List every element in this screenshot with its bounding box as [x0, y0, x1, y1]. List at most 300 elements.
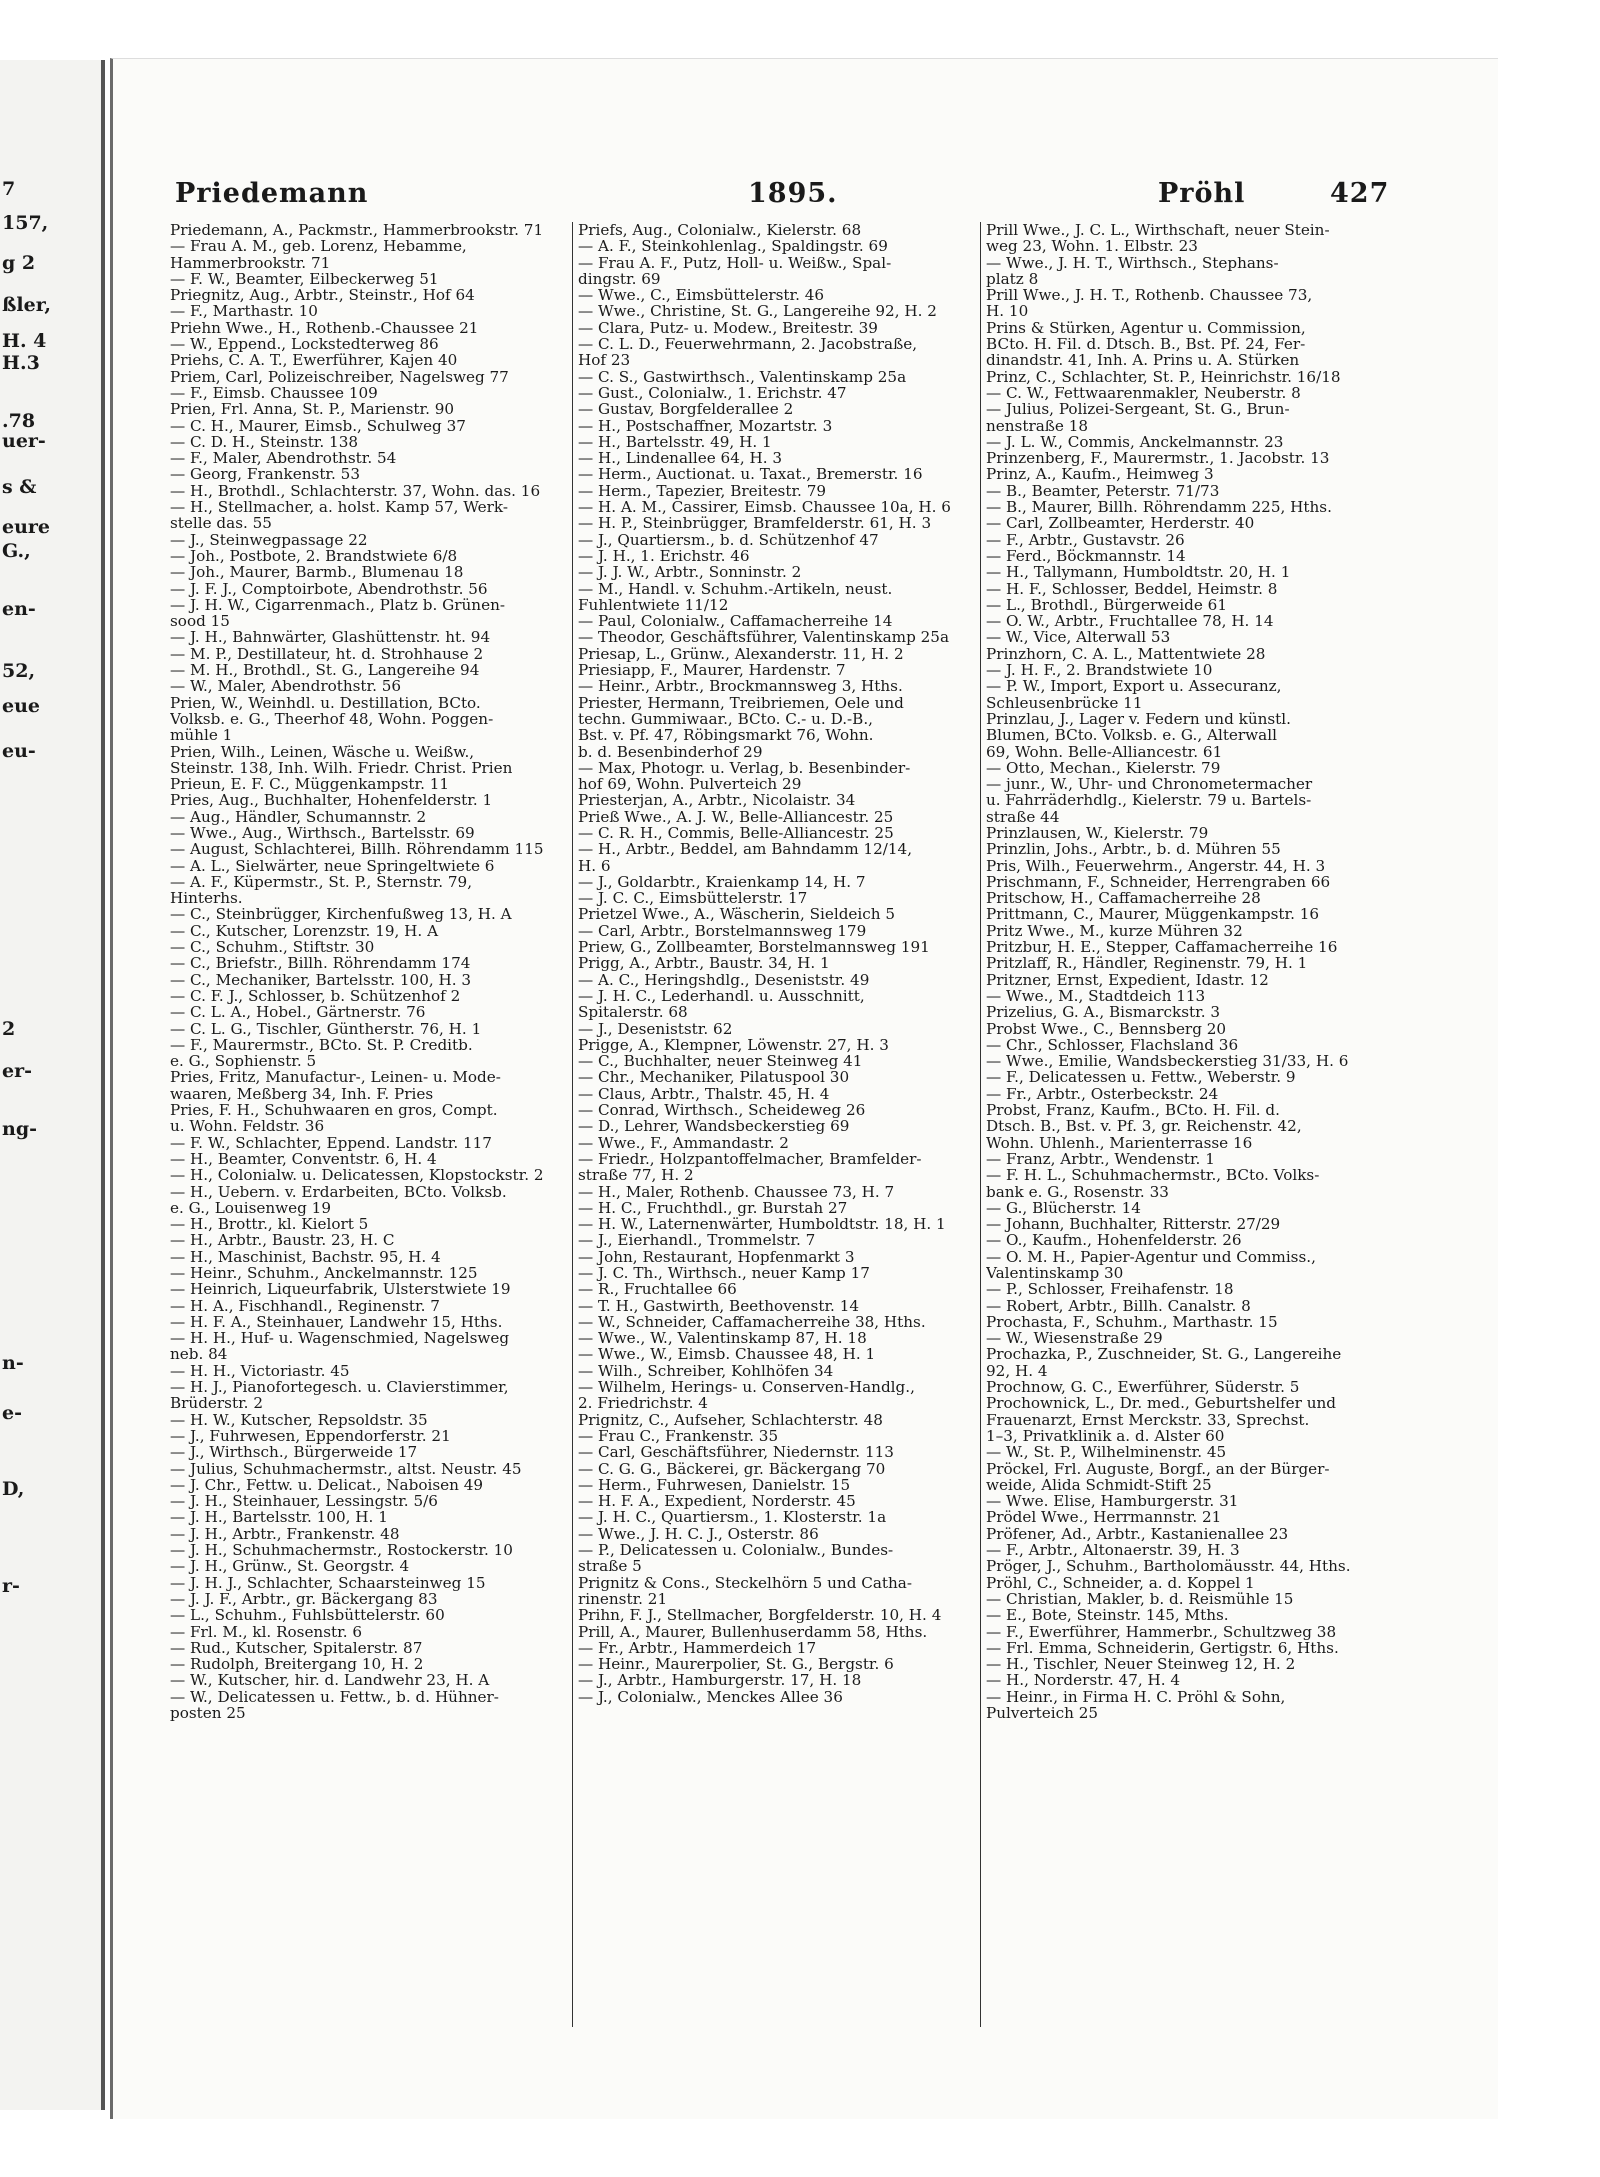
- directory-entry-line: — W., Wiesenstraße 29: [986, 1330, 1163, 1347]
- directory-entry-line: u. Fahrräderhdlg., Kielerstr. 79 u. Bartels-: [986, 792, 1312, 809]
- directory-entry-line: — junr., W., Uhr- und Chronometermacher: [986, 776, 1313, 793]
- directory-entry-line: Prittmann, C., Maurer, Müggenkampstr. 16: [986, 906, 1320, 923]
- directory-entry-line: — C. L. A., Hobel., Gärtnerstr. 76: [170, 1004, 426, 1021]
- directory-entry-line: — Rud., Kutscher, Spitalerstr. 87: [170, 1639, 423, 1657]
- previous-page-fragment: ßler,: [2, 294, 51, 316]
- directory-entry-line: Prinzhorn, C. A. L., Mattentwiete 28: [986, 645, 1266, 663]
- directory-entry-line: bank e. G., Rosenstr. 33: [986, 1183, 1169, 1200]
- directory-entry-line: — Carl, Arbtr., Borstelmannsweg 179: [578, 922, 867, 940]
- directory-entry-line: — J. H., Arbtr., Frankenstr. 48: [170, 1525, 400, 1543]
- directory-entry-line: — Carl, Zollbeamter, Herderstr. 40: [986, 515, 1255, 532]
- directory-entry-line: Hinterhs.: [170, 890, 243, 907]
- directory-entry-line: Prins & Stürken, Agentur u. Commission,: [986, 319, 1306, 337]
- directory-entry-line: — C. D. H., Steinstr. 138: [170, 433, 359, 451]
- directory-entry-line: — O., Kaufm., Hohenfelderstr. 26: [986, 1232, 1242, 1249]
- directory-entry-line: — Theodor, Geschäftsführer, Valentinskamp 25a: [578, 629, 949, 646]
- directory-entry-line: — J. L. W., Commis, Anckelmannstr. 23: [986, 433, 1284, 451]
- directory-entry-line: — H., Uebern. v. Erdarbeiten, BCto. Volksb.: [170, 1183, 507, 1200]
- directory-entry-line: — Heinr., Maurerpolier, St. G., Bergstr. 6: [578, 1656, 894, 1673]
- directory-entry-line: — Frl. Emma, Schneiderin, Gertigstr. 6, Hths.: [986, 1639, 1339, 1657]
- column-rule: [572, 222, 573, 2027]
- directory-entry-line: — F., Maler, Abendrothstr. 54: [170, 450, 397, 467]
- directory-entry-line: — Johann, Buchhalter, Ritterstr. 27/29: [986, 1216, 1281, 1233]
- directory-entry-line: Prignitz & Cons., Steckelhörn 5 und Catha-: [578, 1574, 912, 1591]
- directory-entry-line: stelle das. 55: [170, 515, 272, 532]
- directory-entry-line: e. G., Louisenweg 19: [170, 1199, 332, 1217]
- previous-page-fragment: er-: [2, 1060, 32, 1082]
- directory-entry-line: — L., Schuhm., Fuhlsbüttelerstr. 60: [170, 1607, 445, 1624]
- directory-entry-line: sood 15: [170, 613, 230, 630]
- directory-entry-line: mühle 1: [170, 727, 233, 744]
- column-3: [986, 222, 1384, 1721]
- directory-entry-line: — Claus, Arbtr., Thalstr. 45, H. 4: [578, 1085, 830, 1103]
- directory-entry-line: BCto. H. Fil. d. Dtsch. B., Bst. Pf. 24, Fer-: [986, 336, 1306, 353]
- directory-entry-line: — C. H., Maurer, Eimsb., Schulweg 37: [170, 417, 466, 434]
- previous-page-fragment: eu-: [2, 740, 36, 762]
- directory-entry-line: nenstraße 18: [986, 417, 1089, 434]
- directory-entry-line: Prill, A., Maurer, Bullenhuserdamm 58, Hths.: [578, 1623, 928, 1640]
- directory-entry-line: Pries, Aug., Buchhalter, Hohenfelderstr. 1: [170, 792, 493, 809]
- directory-entry-line: H. 10: [986, 303, 1029, 320]
- directory-entry-line: — Chr., Schlosser, Flachsland 36: [986, 1036, 1239, 1054]
- directory-entry-line: — August, Schlachterei, Billh. Röhrendamm 115: [170, 841, 544, 858]
- directory-entry-line: — B., Maurer, Billh. Röhrendamm 225, Hths.: [986, 499, 1332, 516]
- directory-entry-line: weg 23, Wohn. 1. Elbstr. 23: [986, 238, 1198, 255]
- directory-entry-line: — A. F., Steinkohlenlag., Spaldingstr. 69: [578, 238, 888, 255]
- directory-entry-line: — H., Beamter, Conventstr. 6, H. 4: [170, 1150, 437, 1168]
- directory-entry-line: 69, Wohn. Belle-Alliancestr. 61: [986, 743, 1223, 760]
- directory-entry-line: — O. M. H., Papier-Agentur und Commiss.,: [986, 1248, 1316, 1265]
- directory-entry-line: — A. C., Heringshdlg., Deseniststr. 49: [578, 971, 870, 988]
- directory-entry-line: Prischmann, F., Schneider, Herrengraben 66: [986, 873, 1331, 891]
- directory-entry-line: — Conrad, Wirthsch., Scheideweg 26: [578, 1102, 866, 1119]
- directory-entry-line: — Wwe., Christine, St. G., Langereihe 92, H. 2: [578, 303, 937, 320]
- directory-entry-line: — W., St. P., Wilhelminenstr. 45: [986, 1444, 1227, 1461]
- directory-entry-line: — J. H. J., Schlachter, Schaarsteinweg 15: [170, 1574, 486, 1591]
- directory-entry-line: Pulverteich 25: [986, 1705, 1099, 1722]
- directory-entry-line: Dtsch. B., Bst. v. Pf. 3, gr. Reichenstr. 42,: [986, 1118, 1302, 1135]
- directory-entry-line: — J. H. C., Lederhandl. u. Ausschnitt,: [578, 987, 865, 1005]
- directory-entry-line: — H. W., Kutscher, Repsoldstr. 35: [170, 1411, 428, 1428]
- directory-entry-line: Prignitz, C., Aufseher, Schlachterstr. 48: [578, 1411, 883, 1428]
- previous-page-fragment: n-: [2, 1352, 24, 1374]
- directory-entry-line: Pröhl, C., Schneider, a. d. Koppel 1: [986, 1574, 1255, 1591]
- directory-entry-line: — J., Steinwegpassage 22: [170, 531, 368, 548]
- directory-entry-line: Prien, Frl. Anna, St. P., Marienstr. 90: [170, 401, 455, 418]
- directory-entry-line: Prietzel Wwe., A., Wäscherin, Sieldeich 5: [578, 906, 896, 923]
- directory-entry-line: Probst Wwe., C., Bennsberg 20: [986, 1020, 1227, 1037]
- directory-entry-line: — P. W., Import, Export u. Assecuranz,: [986, 678, 1282, 695]
- directory-entry-line: — J. F. J., Comptoirbote, Abendrothstr. 56: [170, 580, 488, 597]
- previous-page-fragment: eue: [2, 695, 40, 717]
- directory-entry-line: Priesap, L., Grünw., Alexanderstr. 11, H. 2: [578, 645, 904, 663]
- directory-entry-line: waaren, Meßberg 34, Inh. F. Pries: [170, 1085, 434, 1103]
- directory-entry-line: — H. A., Fischhandl., Reginenstr. 7: [170, 1297, 440, 1314]
- directory-entry-line: — C. R. H., Commis, Belle-Alliancestr. 25: [578, 824, 894, 842]
- directory-entry-line: — J. H., Bahnwärter, Glashüttenstr. ht. 94: [170, 629, 491, 646]
- previous-page-fragment: H. 4: [2, 330, 47, 352]
- page-number: 427: [1330, 178, 1390, 209]
- directory-entry-line: — J., Eierhandl., Trommelstr. 7: [578, 1232, 816, 1249]
- previous-page-fragment: G.,: [2, 540, 31, 562]
- directory-entry-line: Blumen, BCto. Volksb. e. G., Alterwall: [986, 727, 1277, 744]
- previous-page-fragment: 2: [2, 1018, 16, 1040]
- directory-entry-line: — C. W., Fettwaarenmakler, Neuberstr. 8: [986, 384, 1301, 402]
- previous-page-margin: [0, 60, 105, 2110]
- directory-entry-line: rinenstr. 21: [578, 1590, 668, 1608]
- directory-entry-line: — C., Steinbrügger, Kirchenfußweg 13, H. A: [170, 906, 512, 923]
- directory-entry-line: Priehs, C. A. T., Ewerführer, Kajen 40: [170, 352, 458, 369]
- directory-entry-line: — J. H. F., 2. Brandstwiete 10: [986, 662, 1213, 679]
- directory-entry-line: Prochownick, L., Dr. med., Geburtshelfer und: [986, 1395, 1337, 1412]
- directory-entry-line: — Christian, Makler, b. d. Reismühle 15: [986, 1590, 1294, 1608]
- directory-entry-line: Schleusenbrücke 11: [986, 694, 1143, 711]
- directory-entry-line: Priefs, Aug., Colonialw., Kielerstr. 68: [578, 222, 862, 239]
- directory-entry-line: — F., Delicatessen u. Fettw., Weberstr. 9: [986, 1069, 1296, 1086]
- directory-entry-line: — H., Lindenallee 64, H. 3: [578, 450, 783, 467]
- directory-entry-line: Wohn. Uhlenh., Marienterrasse 16: [986, 1134, 1253, 1151]
- directory-entry-line: — H., Tallymann, Humboldtstr. 20, H. 1: [986, 564, 1291, 581]
- directory-entry-line: — Clara, Putz- u. Modew., Breitestr. 39: [578, 319, 878, 337]
- directory-entry-line: — L., Brothdl., Bürgerweide 61: [986, 596, 1227, 614]
- directory-entry-line: Pritschow, H., Caffamacherreihe 28: [986, 890, 1261, 907]
- directory-entry-line: — C. G. G., Bäckerei, gr. Bäckergang 70: [578, 1460, 886, 1477]
- directory-entry-line: — H., Bartelsstr. 49, H. 1: [578, 433, 772, 451]
- directory-entry-line: Hof 23: [578, 352, 631, 369]
- previous-page-fragment: D,: [2, 1478, 25, 1500]
- directory-entry-line: — J. H., 1. Erichstr. 46: [578, 547, 750, 565]
- directory-entry-line: — Wwe., W., Valentinskamp 87, H. 18: [578, 1330, 867, 1347]
- directory-entry-line: — Wwe., W., Eimsb. Chaussee 48, H. 1: [578, 1346, 876, 1363]
- directory-entry-line: — T. H., Gastwirth, Beethovenstr. 14: [578, 1297, 860, 1314]
- directory-entry-line: — J. C. C., Eimsbüttelerstr. 17: [578, 890, 808, 907]
- directory-entry-line: — C., Kutscher, Lorenzstr. 19, H. A: [170, 922, 439, 940]
- directory-entry-line: — Rudolph, Breitergang 10, H. 2: [170, 1656, 424, 1673]
- directory-entry-line: Volksb. e. G., Theerhof 48, Wohn. Poggen-: [170, 710, 494, 728]
- directory-entry-line: — J. J. W., Arbtr., Sonninstr. 2: [578, 564, 802, 581]
- directory-entry-line: — H. C., Fruchthdl., gr. Burstah 27: [578, 1199, 848, 1217]
- directory-entry-line: — Wwe. Elise, Hamburgerstr. 31: [986, 1493, 1239, 1510]
- directory-entry-line: — H. P., Steinbrügger, Bramfelderstr. 61, H. 3: [578, 515, 932, 532]
- directory-entry-line: — Wilhelm, Herings- u. Conserven-Handlg.,: [578, 1379, 915, 1396]
- previous-page-fragment: en-: [2, 598, 36, 620]
- directory-entry-line: — W., Kutscher, hir. d. Landwehr 23, H. A: [170, 1672, 490, 1689]
- directory-entry-line: Hammerbrookstr. 71: [170, 254, 331, 271]
- column-1: [170, 222, 568, 1721]
- directory-entry-line: — H. F., Schlosser, Beddel, Heimstr. 8: [986, 580, 1278, 597]
- directory-entry-line: Priesiapp, F., Maurer, Hardenstr. 7: [578, 662, 846, 679]
- directory-entry-line: platz 8: [986, 270, 1039, 288]
- column-rule: [980, 222, 981, 2027]
- directory-entry-line: — A. F., Küpermstr., St. P., Sternstr. 79,: [170, 873, 473, 891]
- directory-entry-line: — Julius, Schuhmachermstr., altst. Neustr. 45: [170, 1460, 522, 1477]
- directory-entry-line: — F., Ewerführer, Hammerbr., Schultzweg 38: [986, 1623, 1337, 1640]
- directory-entry-line: Prochazka, P., Zuschneider, St. G., Langereihe: [986, 1346, 1342, 1363]
- directory-entry-line: — Fr., Arbtr., Osterbeckstr. 24: [986, 1085, 1219, 1103]
- directory-entry-line: — Aug., Händler, Schumannstr. 2: [170, 808, 427, 825]
- directory-entry-line: weide, Alida Schmidt-Stift 25: [986, 1476, 1212, 1494]
- directory-entry-line: — Gustav, Borgfelderallee 2: [578, 401, 794, 418]
- directory-entry-line: — John, Restaurant, Hopfenmarkt 3: [578, 1248, 855, 1265]
- directory-entry-line: — W., Eppend., Lockstedterweg 86: [170, 336, 439, 353]
- directory-entry-line: — Ferd., Böckmannstr. 14: [986, 547, 1186, 565]
- directory-entry-line: posten 25: [170, 1705, 246, 1722]
- column-2: [578, 222, 976, 1705]
- directory-entry-line: e. G., Sophienstr. 5: [170, 1053, 317, 1070]
- directory-entry-line: — J., Fuhrwesen, Eppendorferstr. 21: [170, 1427, 451, 1445]
- directory-entry-line: 1–3, Privatklinik a. d. Alster 60: [986, 1427, 1225, 1445]
- directory-entry-line: — W., Schneider, Caffamacherreihe 38, Hths.: [578, 1313, 926, 1331]
- previous-page-fragment: g 2: [2, 252, 36, 274]
- directory-entry-line: — H., Arbtr., Baustr. 23, H. C: [170, 1232, 395, 1249]
- directory-entry-line: — C., Briefstr., Billh. Röhrendamm 174: [170, 955, 471, 972]
- directory-entry-line: — J., Arbtr., Hamburgerstr. 17, H. 18: [578, 1672, 862, 1689]
- previous-page-fragment: .78: [2, 410, 36, 432]
- directory-entry-line: — Max, Photogr. u. Verlag, b. Besenbinder-: [578, 759, 911, 777]
- previous-page-fragment: s &: [2, 476, 37, 498]
- directory-entry-line: dingstr. 69: [578, 270, 661, 288]
- directory-entry-line: — Frau C., Frankenstr. 35: [578, 1427, 779, 1445]
- directory-entry-line: Pris, Wilh., Feuerwehrm., Angerstr. 44, H. 3: [986, 857, 1326, 874]
- directory-entry-line: — J., Wirthsch., Bürgerweide 17: [170, 1444, 418, 1461]
- directory-entry-line: — Joh., Postbote, 2. Brandstwiete 6/8: [170, 547, 458, 565]
- directory-entry-line: — Wwe., M., Stadtdeich 113: [986, 987, 1206, 1005]
- directory-entry-line: — A. L., Sielwärter, neue Springeltwiete 6: [170, 857, 495, 874]
- directory-entry-line: Probst, Franz, Kaufm., BCto. H. Fil. d.: [986, 1102, 1280, 1119]
- directory-entry-line: — M. H., Brothdl., St. G., Langereihe 94: [170, 662, 480, 679]
- directory-entry-line: Pritzbur, H. E., Stepper, Caffamacherreihe 16: [986, 939, 1338, 956]
- directory-entry-line: — H., Colonialw. u. Delicatessen, Klopstockstr. 2: [170, 1167, 544, 1184]
- directory-entry-line: — P., Delicatessen u. Colonialw., Bundes-: [578, 1542, 894, 1559]
- directory-entry-line: — J., Deseniststr. 62: [578, 1020, 733, 1037]
- directory-entry-line: straße 77, H. 2: [578, 1167, 694, 1184]
- directory-entry-line: — M., Handl. v. Schuhm.-Artikeln, neust.: [578, 580, 893, 597]
- directory-entry-line: — Robert, Arbtr., Billh. Canalstr. 8: [986, 1297, 1251, 1314]
- directory-entry-line: Pröger, J., Schuhm., Bartholomäusstr. 44, Hths.: [986, 1558, 1351, 1575]
- directory-entry-line: Frauenarzt, Ernst Merckstr. 33, Sprechst.: [986, 1411, 1310, 1428]
- directory-entry-line: — Frl. M., kl. Rosenstr. 6: [170, 1623, 363, 1640]
- directory-entry-line: — J. H. C., Quartiersm., 1. Klosterstr. 1a: [578, 1509, 887, 1526]
- directory-entry-line: — W., Delicatessen u. Fettw., b. d. Hühner-: [170, 1688, 499, 1706]
- directory-entry-line: — H. F. A., Expedient, Norderstr. 45: [578, 1493, 856, 1510]
- directory-entry-line: — H., Brothdl., Schlachterstr. 37, Wohn. das. 16: [170, 482, 541, 500]
- directory-entry-line: Prinzlin, Johs., Arbtr., b. d. Mühren 55: [986, 841, 1281, 858]
- directory-entry-line: — Gust., Colonialw., 1. Erichstr. 47: [578, 384, 847, 402]
- directory-entry-line: Prieß Wwe., A. J. W., Belle-Alliancestr. 25: [578, 808, 894, 825]
- directory-entry-line: — F., Eimsb. Chaussee 109: [170, 384, 378, 402]
- directory-entry-line: 2. Friedrichstr. 4: [578, 1395, 708, 1412]
- directory-entry-line: — Wwe., Emilie, Wandsbeckerstieg 31/33, H. 6: [986, 1053, 1349, 1070]
- directory-entry-line: Prinz, A., Kaufm., Heimweg 3: [986, 466, 1214, 483]
- year-heading: 1895.: [748, 178, 838, 209]
- directory-entry-line: — Otto, Mechan., Kielerstr. 79: [986, 759, 1221, 777]
- directory-entry-line: — Frau A. M., geb. Lorenz, Hebamme,: [170, 238, 467, 255]
- previous-page-fragment: r-: [2, 1575, 20, 1597]
- directory-entry-line: — C. L. G., Tischler, Güntherstr. 76, H. 1: [170, 1020, 482, 1037]
- directory-entry-line: — C., Schuhm., Stiftstr. 30: [170, 939, 375, 956]
- directory-entry-line: — J., Goldarbtr., Kraienkamp 14, H. 7: [578, 873, 866, 891]
- directory-entry-line: Prihn, F. J., Stellmacher, Borgfelderstr. 10, H. 4: [578, 1607, 942, 1624]
- directory-entry-line: Pries, F. H., Schuhwaaren en gros, Compt.: [170, 1102, 498, 1119]
- directory-entry-line: — Herm., Fuhrwesen, Danielstr. 15: [578, 1476, 851, 1494]
- directory-entry-line: — Herm., Tapezier, Breitestr. 79: [578, 482, 827, 500]
- directory-entry-line: dinandstr. 41, Inh. A. Prins u. A. Stürken: [986, 352, 1300, 369]
- directory-entry-line: — H., Tischler, Neuer Steinweg 12, H. 2: [986, 1656, 1296, 1673]
- directory-entry-line: — Fr., Arbtr., Hammerdeich 17: [578, 1639, 817, 1657]
- directory-entry-line: — D., Lehrer, Wandsbeckerstieg 69: [578, 1118, 850, 1135]
- directory-entry-line: — Paul, Colonialw., Caffamacherreihe 14: [578, 613, 893, 630]
- directory-entry-line: — J. H., Schuhmachermstr., Rostockerstr. 10: [170, 1542, 513, 1559]
- directory-entry-line: — F., Arbtr., Gustavstr. 26: [986, 531, 1185, 548]
- directory-entry-line: — H., Stellmacher, a. holst. Kamp 57, Werk-: [170, 499, 508, 516]
- directory-entry-line: Prochnow, G. C., Ewerführer, Süderstr. 5: [986, 1379, 1300, 1396]
- directory-entry-line: — J., Quartiersm., b. d. Schützenhof 47: [578, 531, 879, 548]
- directory-entry-line: straße 44: [986, 808, 1060, 825]
- directory-entry-line: — R., Fruchtallee 66: [578, 1281, 737, 1298]
- directory-entry-line: Priesterjan, A., Arbtr., Nicolaistr. 34: [578, 792, 856, 809]
- previous-page-fragment: e-: [2, 1402, 22, 1424]
- directory-entry-line: — M. P., Destillateur, ht. d. Strohhause 2: [170, 645, 484, 663]
- directory-entry-line: — H., Maler, Rothenb. Chaussee 73, H. 7: [578, 1183, 895, 1200]
- directory-entry-line: — Chr., Mechaniker, Pilatuspool 30: [578, 1069, 850, 1086]
- directory-entry-line: — G., Blücherstr. 14: [986, 1199, 1141, 1217]
- directory-entry-line: — O. W., Arbtr., Fruchtallee 78, H. 14: [986, 613, 1274, 630]
- directory-entry-line: — B., Beamter, Peterstr. 71/73: [986, 482, 1220, 500]
- directory-entry-line: — J. J. F., Arbtr., gr. Bäckergang 83: [170, 1590, 438, 1608]
- directory-entry-line: hof 69, Wohn. Pulverteich 29: [578, 776, 802, 793]
- directory-entry-line: — H., Brottr., kl. Kielort 5: [170, 1216, 369, 1233]
- directory-entry-line: Brüderstr. 2: [170, 1395, 263, 1412]
- directory-entry-line: — J. H. W., Cigarrenmach., Platz b. Grünen-: [170, 596, 505, 614]
- directory-entry-line: — H., Arbtr., Beddel, am Bahndamm 12/14,: [578, 841, 913, 858]
- previous-page-fragment: 157,: [2, 212, 49, 234]
- directory-entry-line: — H. J., Pianofortegesch. u. Clavierstimmer,: [170, 1379, 509, 1396]
- directory-entry-line: Priester, Hermann, Treibriemen, Oele und: [578, 694, 904, 711]
- directory-entry-line: Priedemann, A., Packmstr., Hammerbrookstr. 71: [170, 222, 544, 239]
- directory-entry-line: Priem, Carl, Polizeischreiber, Nagelsweg 77: [170, 368, 509, 385]
- directory-entry-line: 92, H. 4: [986, 1362, 1048, 1380]
- previous-page-fragment: eure: [2, 516, 51, 538]
- directory-entry-line: — C. L. D., Feuerwehrmann, 2. Jacobstraße,: [578, 336, 918, 353]
- directory-entry-line: straße 5: [578, 1558, 642, 1575]
- directory-entry-line: — H. H., Victoriastr. 45: [170, 1362, 350, 1380]
- directory-entry-line: Prigg, A., Arbtr., Baustr. 34, H. 1: [578, 955, 830, 972]
- directory-entry-line: Prinz, C., Schlachter, St. P., Heinrichstr. 16/18: [986, 368, 1341, 385]
- directory-entry-line: Pröfener, Ad., Arbtr., Kastanienallee 23: [986, 1525, 1289, 1543]
- directory-entry-line: — F. H. L., Schuhmachermstr., BCto. Volks-: [986, 1167, 1320, 1184]
- previous-page-fragment: H.3: [2, 352, 40, 374]
- directory-entry-line: — Wwe., J. H. T., Wirthsch., Stephans-: [986, 254, 1279, 271]
- directory-entry-line: — Heinr., Arbtr., Brockmannsweg 3, Hths.: [578, 678, 903, 695]
- directory-entry-line: — Heinrich, Liqueurfabrik, Ulsterstwiete 19: [170, 1281, 511, 1298]
- directory-entry-line: neb. 84: [170, 1346, 228, 1363]
- directory-entry-line: — J. C. Th., Wirthsch., neuer Kamp 17: [578, 1265, 870, 1282]
- directory-entry-line: — Georg, Frankenstr. 53: [170, 466, 360, 483]
- directory-entry-line: — Wilh., Schreiber, Kohlhöfen 34: [578, 1362, 834, 1380]
- directory-entry-line: — Julius, Polizei-Sergeant, St. G., Brun-: [986, 401, 1290, 418]
- directory-entry-line: Pritz Wwe., M., kurze Mühren 32: [986, 922, 1243, 940]
- directory-entry-line: Spitalerstr. 68: [578, 1004, 688, 1021]
- directory-entry-line: Prinzlau, J., Lager v. Federn und künstl.: [986, 710, 1291, 728]
- directory-entry-line: Prochasta, F., Schuhm., Marthastr. 15: [986, 1313, 1278, 1331]
- directory-entry-line: — C., Buchhalter, neuer Steinweg 41: [578, 1053, 863, 1070]
- directory-entry-line: Pröckel, Frl. Auguste, Borgf., an der Bürger-: [986, 1460, 1330, 1477]
- directory-entry-line: Prizelius, G. A., Bismarckstr. 3: [986, 1004, 1221, 1021]
- directory-entry-line: Prödel Wwe., Herrmannstr. 21: [986, 1509, 1222, 1526]
- directory-entry-line: — J. Chr., Fettw. u. Delicat., Naboisen 49: [170, 1476, 484, 1494]
- directory-entry-line: — J. H., Steinhauer, Lessingstr. 5/6: [170, 1493, 438, 1510]
- previous-page-fragment: 7: [2, 178, 16, 200]
- directory-entry-line: — H., Norderstr. 47, H. 4: [986, 1672, 1181, 1689]
- directory-entry-line: — W., Maler, Abendrothstr. 56: [170, 678, 402, 695]
- directory-entry-line: — H., Maschinist, Bachstr. 95, H. 4: [170, 1248, 441, 1265]
- directory-entry-line: — Franz, Arbtr., Wendenstr. 1: [986, 1150, 1215, 1168]
- directory-entry-line: — Wwe., C., Eimsbüttelerstr. 46: [578, 287, 825, 304]
- directory-entry-line: — C. F. J., Schlosser, b. Schützenhof 2: [170, 987, 461, 1005]
- directory-entry-line: — J. H., Bartelsstr. 100, H. 1: [170, 1509, 388, 1526]
- directory-entry-line: Priegnitz, Aug., Arbtr., Steinstr., Hof 64: [170, 287, 475, 304]
- page-gutter: [101, 60, 105, 2110]
- directory-entry-line: Bst. v. Pf. 47, Röbingsmarkt 76, Wohn.: [578, 727, 874, 744]
- directory-entry-line: — H. A. M., Cassirer, Eimsb. Chaussee 10a, H. 6: [578, 499, 951, 516]
- directory-entry-line: — E., Bote, Steinstr. 145, Mths.: [986, 1607, 1229, 1624]
- directory-entry-line: — W., Vice, Alterwall 53: [986, 629, 1171, 646]
- directory-entry-line: — F. W., Beamter, Eilbeckerweg 51: [170, 270, 439, 288]
- directory-entry-line: — C., Mechaniker, Bartelsstr. 100, H. 3: [170, 971, 472, 988]
- directory-entry-line: Prien, W., Weinhdl. u. Destillation, BCto.: [170, 694, 481, 711]
- directory-entry-line: Prien, Wilh., Leinen, Wäsche u. Weißw.,: [170, 743, 475, 760]
- directory-entry-line: — H. F. A., Steinhauer, Landwehr 15, Hths.: [170, 1313, 503, 1331]
- previous-page-fragment: ng-: [2, 1118, 37, 1140]
- directory-entry-line: — Wwe., F., Ammandastr. 2: [578, 1134, 789, 1151]
- directory-entry-line: — Carl, Geschäftsführer, Niedernstr. 113: [578, 1444, 894, 1461]
- directory-entry-line: Prieun, E. F. C., Müggenkampstr. 11: [170, 776, 450, 793]
- directory-entry-line: — Wwe., J. H. C. J., Osterstr. 86: [578, 1525, 819, 1543]
- directory-entry-line: Fuhlentwiete 11/12: [578, 596, 729, 614]
- directory-entry-line: Prinzlausen, W., Kielerstr. 79: [986, 824, 1209, 842]
- directory-entry-line: techn. Gummiwaar., BCto. C.- u. D.-B.,: [578, 710, 873, 728]
- directory-entry-line: — F., Arbtr., Altonaerstr. 39, H. 3: [986, 1542, 1240, 1559]
- running-head-left: Priedemann: [175, 178, 369, 209]
- directory-entry-line: Valentinskamp 30: [986, 1265, 1124, 1282]
- directory-entry-line: — F. W., Schlachter, Eppend. Landstr. 117: [170, 1134, 492, 1151]
- directory-entry-line: Prinzenberg, F., Maurermstr., 1. Jacobstr. 13: [986, 450, 1330, 467]
- directory-entry-line: Prill Wwe., J. C. L., Wirthschaft, neuer Stein-: [986, 222, 1330, 239]
- directory-entry-line: — F., Maurermstr., BCto. St. P. Creditb.: [170, 1036, 473, 1054]
- directory-entry-line: — H. W., Laternenwärter, Humboldtstr. 18, H. 1: [578, 1216, 946, 1233]
- directory-entry-line: — Herm., Auctionat. u. Taxat., Bremerstr. 16: [578, 466, 923, 483]
- directory-entry-line: — H., Postschaffner, Mozartstr. 3: [578, 417, 833, 434]
- directory-entry-line: — J. H., Grünw., St. Georgstr. 4: [170, 1558, 410, 1575]
- directory-entry-line: Pries, Fritz, Manufactur-, Leinen- u. Mode-: [170, 1069, 501, 1086]
- directory-entry-line: — H. H., Huf- u. Wagenschmied, Nagelsweg: [170, 1330, 510, 1347]
- directory-entry-line: Pritzner, Ernst, Expedient, Idastr. 12: [986, 971, 1269, 988]
- previous-page-fragment: 52,: [2, 660, 36, 682]
- directory-entry-line: — Frau A. F., Putz, Holl- u. Weißw., Spal-: [578, 254, 892, 271]
- directory-entry-line: u. Wohn. Feldstr. 36: [170, 1118, 325, 1135]
- directory-entry-line: — Wwe., Aug., Wirthsch., Bartelsstr. 69: [170, 824, 475, 842]
- directory-entry-line: — Heinr., Schuhm., Anckelmannstr. 125: [170, 1265, 478, 1282]
- directory-entry-line: Steinstr. 138, Inh. Wilh. Friedr. Christ. Prien: [170, 759, 513, 777]
- running-head-right: Pröhl: [1158, 178, 1246, 209]
- directory-entry-line: — C. S., Gastwirthsch., Valentinskamp 25a: [578, 368, 907, 385]
- directory-entry-line: — Heinr., in Firma H. C. Pröhl & Sohn,: [986, 1688, 1286, 1706]
- directory-entry-line: — Joh., Maurer, Barmb., Blumenau 18: [170, 564, 464, 581]
- directory-entry-line: H. 6: [578, 857, 611, 874]
- directory-entry-line: b. d. Besenbinderhof 29: [578, 743, 763, 760]
- directory-entry-line: Priehn Wwe., H., Rothenb.-Chaussee 21: [170, 319, 479, 337]
- previous-page-fragment: uer-: [2, 430, 46, 452]
